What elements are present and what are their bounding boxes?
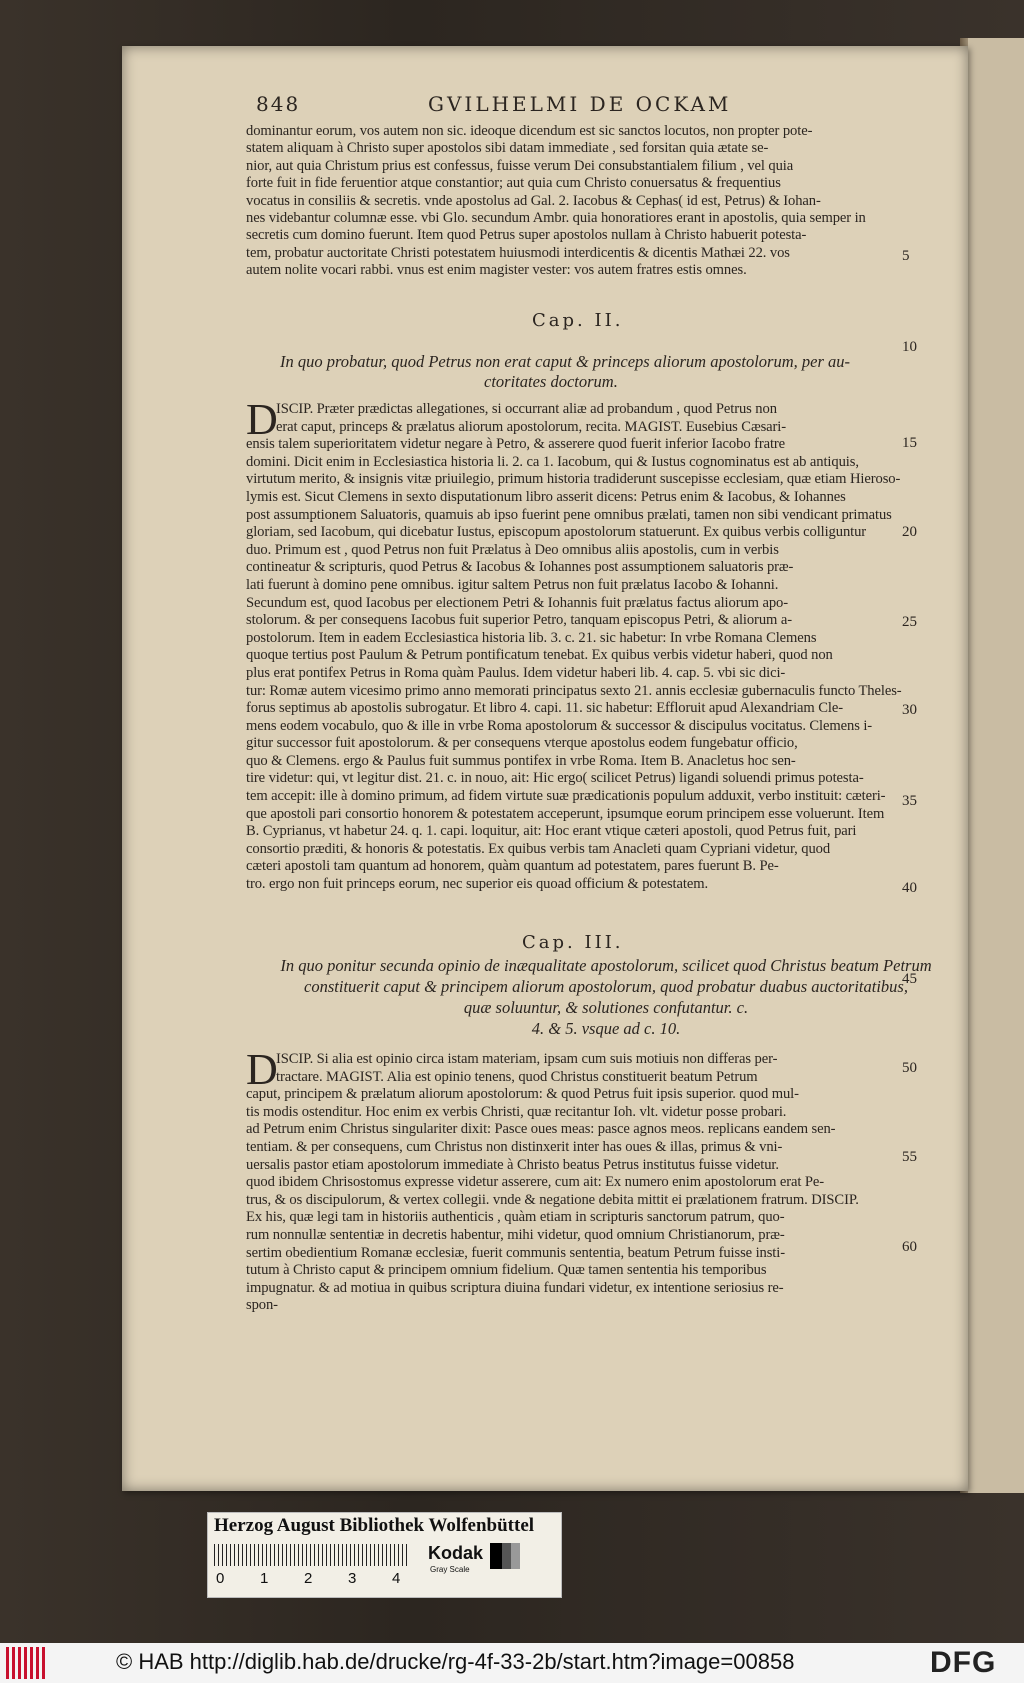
line-number: 15 bbox=[902, 435, 917, 451]
line-number: 60 bbox=[902, 1239, 917, 1255]
running-title: GVILHELMI DE OCKAM bbox=[428, 92, 732, 116]
text-line: rum nonnullæ sententiæ in decretis habentur, mihi videtur, quod omnium Christianorum, præ- bbox=[246, 1226, 785, 1243]
text-line: uersalis pastor etiam apostolorum immediate à Christo beatus Petrus institutus fuisse videtur. bbox=[246, 1156, 779, 1173]
text-line: mens eodem vocabulo, quo & ille in vrbe Roma apostolorum & successor & discipulus vocitatus. Clemens i- bbox=[246, 717, 873, 734]
text-line: statem aliquam à Christo super apostolos sibi datam immediate , sed forsitan quia ætate se- bbox=[246, 140, 769, 157]
text-line: nes videbantur columnæ esse. vbi Glo. secundum Ambr. quia honoratiores erant in apostolis, quia semper in bbox=[246, 209, 866, 226]
line-number: 25 bbox=[902, 614, 917, 630]
text-line: post assumptionem Saluatoris, quamuis ab ipso fuerint pene omnibus prælati, tamen non sibi vendicant primatus bbox=[246, 506, 892, 523]
text-line: tem accepit: ille à domino primum, ad fidem virtute suæ prædicationis populum adduxit, verbo instituit: cæteri- bbox=[246, 788, 886, 805]
text-line: cæteri apostoli tam quantum ad honorem, quàm quantum ad potestatem, pares fuerunt B. Pe- bbox=[246, 858, 779, 875]
text-line: vocatus in consiliis & secretis. vnde apostolus ad Gal. 2. Iacobus & Cephas( id est, Petrus) & Iohan- bbox=[246, 192, 821, 209]
text-line: que apostoli pari consortio honorem & potestatem acceperunt, ipsumque eorum principem esse voluerunt. Item bbox=[246, 805, 885, 822]
text-line: ISCIP. Præter prædictas allegationes, si occurrant aliæ ad probandum , quod Petrus non bbox=[276, 401, 777, 417]
institution-name: Herzog August Bibliothek Wolfenbüttel bbox=[214, 1515, 535, 1536]
chapter-2-title-line2: ctoritates doctorum. bbox=[484, 372, 618, 391]
text-line: spon- bbox=[246, 1297, 278, 1314]
text-line: ad Petrum enim Christus singulariter dixit: Pasce oues meas: pasce agnos meos. replicans eandem sen- bbox=[246, 1121, 836, 1138]
text-line: tentiam. & per consequens, cum Christus non distinxerit inter has oues & illas, primus & vni- bbox=[246, 1138, 783, 1155]
text-line: impugnatur. & ad motiua in quibus scriptura diuina fundari videtur, ex intentione seriosius re- bbox=[246, 1279, 784, 1296]
text-line: erat caput, princeps & prælatus aliorum apostolorum, recita. MAGIST. Eusebius Cæsari- bbox=[276, 418, 787, 435]
text-line: tis modis ostenditur. Hoc enim ex verbis Christi, quæ recitantur Ioh. vlt. videtur posse probari. bbox=[246, 1103, 787, 1120]
library-color-scale-label bbox=[207, 1512, 562, 1598]
hab-logo-icon bbox=[6, 1647, 46, 1679]
gray-scale-caption: Gray Scale bbox=[430, 1565, 470, 1574]
chapter-3-text-block bbox=[246, 1045, 966, 1314]
chapter-3-title bbox=[246, 956, 966, 1040]
chapter-2-drop-cap: D bbox=[246, 395, 278, 444]
text-line: consortio præditi, & honoris & potestatis. Ex quibus verbis tam Anacleti quam Cypriani videtur, quod bbox=[246, 840, 831, 857]
text-line: tire videtur: qui, vt legitur dist. 21. c. in nouo, ait: Hic ergo( scilicet Petrus) ligandi soluendi primus potesta- bbox=[246, 770, 864, 787]
text-line: quo & Clemens. ergo & Paulus fuit summus pontifex in vrbe Roma. Item B. Anacletus hoc sen- bbox=[246, 752, 796, 769]
line-number: 40 bbox=[902, 880, 917, 896]
ruler-number: 4 bbox=[392, 1570, 401, 1587]
text-line: gitur successor fuit apostolorum. & per consequens vterque apostolus eodem fungebatur officio, bbox=[246, 735, 798, 752]
ruler-number: 2 bbox=[304, 1570, 313, 1587]
line-number: 10 bbox=[902, 339, 917, 355]
line-number: 5 bbox=[902, 248, 910, 264]
chapter-2-title-line1: In quo probatur, quod Petrus non erat caput & princeps aliorum apostolorum, per au- bbox=[280, 352, 850, 371]
text-line: nior, aut quia Christum prius est confessus, fuisse verum Dei consubstantialem filium , vel quia bbox=[246, 157, 794, 174]
ruler-number: 1 bbox=[260, 1570, 269, 1587]
text-line: Secundum est, quod Iacobus per electionem Petri & Iohannis fuit prælatus factus aliorum apo- bbox=[246, 594, 788, 611]
text-line: tractare. MAGIST. Alia est opinio tenens, quod Christus constituerit beatum Petrum bbox=[276, 1068, 758, 1085]
text-line: trus, & os discipulorum, & vertex collegii. vnde & negatione debita mittit ei prælationem fratrum. DISCIP. bbox=[246, 1191, 859, 1208]
text-line: Ex his, quæ legi tam in historiis authenticis , quàm etiam in scripturis sanctorum patrum, quo- bbox=[246, 1209, 785, 1226]
text-line: dominantur eorum, vos autem non sic. ideoque dicendum est sic sanctos locutos, non propter pote- bbox=[246, 123, 813, 139]
text-line: stolorum. & per consequens Iacobus fuit superior Petro, tanquam episcopus Petri, & aliorum a- bbox=[246, 612, 792, 629]
text-line: sertim obedientium Romanæ ecclesiæ, fuerit communis sententia, beatum Petrum fuisse insti- bbox=[246, 1244, 785, 1261]
line-number: 50 bbox=[902, 1060, 917, 1076]
text-line: B. Cyprianus, vt habetur 24. q. 1. capi. loquitur, ait: Hoc erant vtique cæteri apostoli, quod Petrus fuit, pari bbox=[246, 823, 857, 840]
text-line: virtutum merito, & insignis vitæ priuilegio, primum historia tradiderunt suscepisse ecclesiam, quæ etiam Hieroso- bbox=[246, 471, 901, 488]
text-line: domini. Dicit enim in Ecclesiastica historia li. 2. ca 1. Iacobum, qui & Iustus cognominatus est ab antiquis, bbox=[246, 453, 859, 470]
chapter-2-heading: Cap. II. bbox=[532, 310, 624, 331]
text-line: autem nolite vocari rabbi. vnus est enim magister vester: vos autem fratres estis omnes. bbox=[246, 262, 747, 279]
kodak-logo: Kodak bbox=[428, 1543, 484, 1563]
page-number: 848 bbox=[256, 92, 301, 116]
text-line: tur: Romæ autem vicesimo primo anno memorati principatus sexto 21. annis ecclesiæ gubernaculis functo Theles- bbox=[246, 682, 902, 699]
text-line: postolorum. Item in eadem Ecclesiastica historia lib. 3. c. 21. sic habetur: In vrbe Romana Clemens bbox=[246, 629, 817, 646]
text-line: lymis est. Sicut Clemens in sexto disputationum libro asserit dicens: Petrus enim & Iacobus, & Iohannes bbox=[246, 488, 846, 505]
chapter-3-heading: Cap. III. bbox=[522, 932, 624, 953]
text-line: plus erat pontifex Petrus in Roma quàm Paulus. Idem videtur haberi lib. 4. cap. 5. vbi sic dici- bbox=[246, 664, 786, 681]
text-line: duo. Primum est , quod Petrus non fuit Prælatus à Deo omnibus aliis apostolis, cum in verbis bbox=[246, 541, 779, 558]
ruler-number: 0 bbox=[216, 1570, 225, 1587]
dfg-logo: DFG bbox=[930, 1646, 997, 1679]
facing-page-edge bbox=[968, 38, 1024, 1493]
text-line: forte fuit in fide feruentior atque constantior; aut quia cum Christo conuersatus & frequentius bbox=[246, 175, 781, 192]
text-line: secretis cum domino fuerunt. Item quod Petrus super apostolos nullam à Christo habuerit potesta- bbox=[246, 227, 807, 244]
text-line: caput, principem & prælatum aliorum apostolorum: & quod Petrus fuit ipsis superior. quod mul- bbox=[246, 1086, 799, 1103]
chapter-3-drop-cap: D bbox=[246, 1045, 278, 1094]
chapter-2-text-block bbox=[246, 395, 966, 893]
chapter-3-title-line: 4. & 5. vsque ad c. 10. bbox=[531, 1019, 681, 1038]
text-line: ensis talem superioritatem videtur negare à Petro, & asserere quod fuerit inferior Iacobo fratre bbox=[246, 436, 786, 453]
text-line: tro. ergo non fuit princeps eorum, nec superior eis quoad officium & potestatem. bbox=[246, 876, 708, 893]
book-page bbox=[122, 46, 968, 1491]
text-line: lati fuerunt à domino pene omnibus. igitur saltem Petrus non fuit prælatus Iacobo & Iohanni. bbox=[246, 576, 779, 593]
text-line: forus septimus ab apostolis subrogatur. Et libro 4. capi. 11. sic habetur: Effloruit apud Alexandriam Cle- bbox=[246, 700, 843, 717]
continued-text-block bbox=[246, 122, 966, 279]
text-line: tutum à Christo caput & principem omnium fidelium. Quæ tamen sententia his temporibus bbox=[246, 1262, 767, 1279]
footer-url-text[interactable]: © HAB http://diglib.hab.de/drucke/rg-4f-33-2b/start.htm?image=00858 bbox=[116, 1649, 795, 1674]
text-line: ISCIP. Si alia est opinio circa istam materiam, ipsam cum suis motiuis non differas per- bbox=[276, 1051, 778, 1067]
line-number: 45 bbox=[902, 971, 917, 987]
text-line: gloriam, sed Iacobum, qui dicebatur Iustus, episcopum apostolorum statuerunt. Ex quibus verbis colliguntur bbox=[246, 524, 867, 541]
text-line: tem, probatur auctoritate Christi potestatem huiusmodi interdicentis & dicentis Mathæi 22. vos bbox=[246, 244, 790, 261]
chapter-3-title-line: quæ soluuntur, & solutiones confutantur. c. bbox=[463, 998, 749, 1017]
text-line: contineatur & scripturis, quod Petrus & Iacobus & Iohannes post assumptionem saluatoris præ- bbox=[246, 559, 794, 576]
line-number: 55 bbox=[902, 1149, 917, 1165]
ruler-numbers bbox=[216, 1570, 436, 1587]
text-line: quoque tertius post Paulum & Petrum pontificatum tenebat. Ex quibus verbis videtur haberi, quod non bbox=[246, 647, 833, 664]
line-number: 30 bbox=[902, 702, 917, 718]
footer-bar bbox=[0, 1643, 1024, 1683]
text-line: quod ibidem Chrisostomus expresse videtur asserere, cum ait: Ex numero enim apostolorum erat Pe- bbox=[246, 1174, 825, 1191]
chapter-3-title-line: constituerit caput & principem aliorum apostolorum, quod probatur duabus auctoritatibus, bbox=[304, 977, 908, 996]
chapter-3-title-line: In quo ponitur secunda opinio de inæqualitate apostolorum, scilicet quod Christus beatum Petrum bbox=[280, 956, 932, 975]
ruler-scale bbox=[214, 1544, 410, 1566]
line-number: 20 bbox=[902, 524, 917, 540]
ruler-number: 3 bbox=[348, 1570, 357, 1587]
line-number: 35 bbox=[902, 793, 917, 809]
gray-scale-patches bbox=[490, 1543, 520, 1569]
